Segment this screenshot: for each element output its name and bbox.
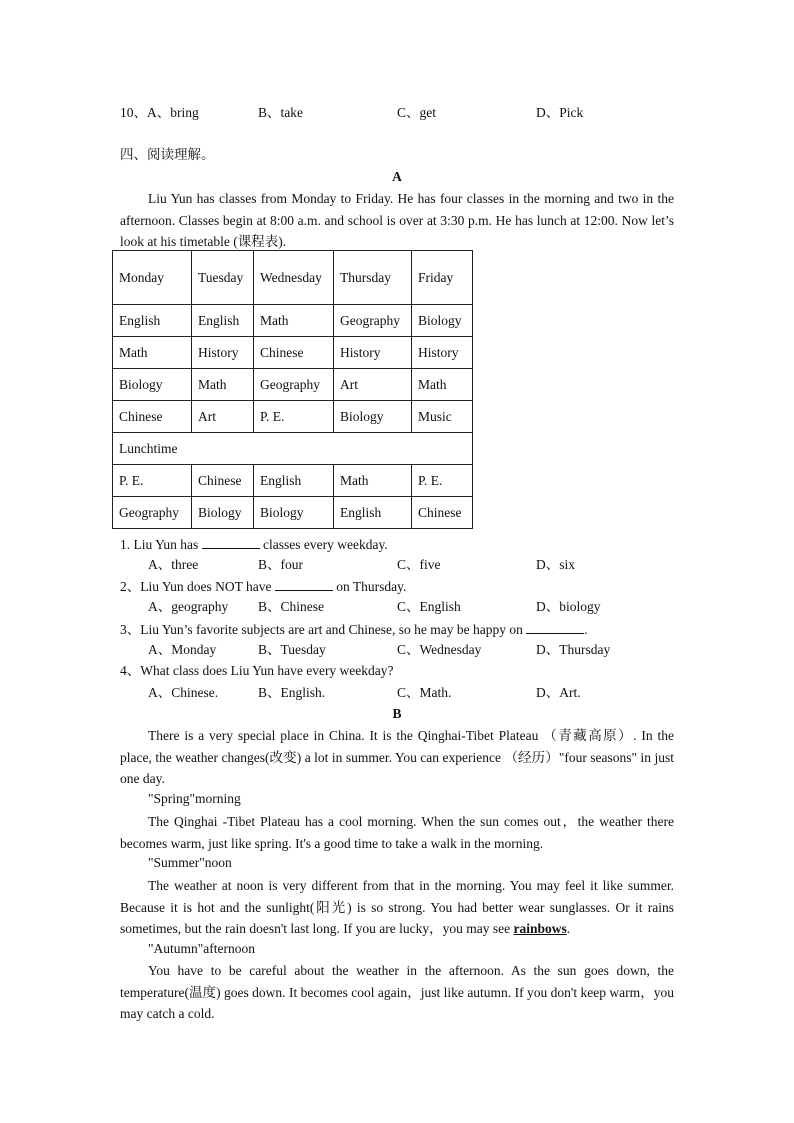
subheading-spring: "Spring"morning xyxy=(148,791,241,806)
passage-b-paragraph-4: You have to be careful about the weather in the afternoon. As the sun goes down, the temperature(温度) goes down. It becomes cool again，just like autumn. If you don't keep warm，you may catch a cold. xyxy=(120,963,674,1021)
table-cell: P. E. xyxy=(254,401,334,433)
section-title: 四、阅读理解。 xyxy=(120,147,215,162)
table-row xyxy=(113,465,473,497)
table-cell: Math xyxy=(192,369,254,401)
passage-b-paragraph-1: There is a very special place in China. It is the Qinghai-Tibet Plateau （青藏高原）. In the place, the weather changes(改变) a lot in summer. You can experience （经历）"four seasons" in just one day. xyxy=(120,728,674,786)
question-text: 2、Liu Yun does NOT have xyxy=(120,579,275,594)
table-cell: English xyxy=(113,305,192,337)
header-cell: Friday xyxy=(412,251,473,305)
subheading-summer: "Summer"noon xyxy=(148,855,232,870)
question-10 xyxy=(120,104,199,122)
passage-b-paragraph-2: The Qinghai -Tibet Plateau has a cool morning. When the sun comes out，the weather there becomes warm, just like spring. It's a good time to take a walk in the morning. xyxy=(120,814,674,851)
lunch-row xyxy=(113,433,473,465)
question-text: classes every weekday. xyxy=(259,537,388,552)
header-cell: Monday xyxy=(113,251,192,305)
table-cell: Music xyxy=(412,401,473,433)
question-text: on Thursday. xyxy=(332,579,407,594)
answer-blank xyxy=(202,535,260,549)
option-a: A、bring xyxy=(147,105,199,120)
table-cell: History xyxy=(192,337,254,369)
option-c: C、English xyxy=(397,599,461,614)
table-cell: Geography xyxy=(334,305,412,337)
option-c: C、get xyxy=(397,105,436,120)
passage-b-paragraph-3 xyxy=(120,875,674,940)
option-b: B、take xyxy=(258,105,303,120)
table-cell: Biology xyxy=(113,369,192,401)
answer-blank xyxy=(526,620,584,634)
option-d: D、six xyxy=(536,557,576,572)
table-cell: P. E. xyxy=(113,465,192,497)
table-cell: Geography xyxy=(254,369,334,401)
option-a: A、Chinese. xyxy=(148,685,219,700)
table-cell: Art xyxy=(192,401,254,433)
table-cell: Chinese xyxy=(254,337,334,369)
table-cell: Math xyxy=(113,337,192,369)
passage-b-label: B xyxy=(392,706,402,721)
table-cell: Biology xyxy=(412,305,473,337)
option-c: C、five xyxy=(397,557,441,572)
timetable xyxy=(112,250,473,529)
table-cell: History xyxy=(412,337,473,369)
lunch-cell: Lunchtime xyxy=(113,433,473,465)
answer-blank xyxy=(275,577,333,591)
table-cell: Math xyxy=(254,305,334,337)
header-cell: Thursday xyxy=(334,251,412,305)
table-row xyxy=(113,337,473,369)
table-cell: Biology xyxy=(334,401,412,433)
question-text: 1. Liu Yun has xyxy=(120,537,202,552)
option-a: A、geography xyxy=(148,599,229,614)
option-d: D、Thursday xyxy=(536,642,611,657)
table-row xyxy=(113,305,473,337)
table-cell: English xyxy=(254,465,334,497)
table-cell: Chinese xyxy=(113,401,192,433)
question-4 xyxy=(120,662,394,680)
table-cell: Art xyxy=(334,369,412,401)
table-cell: English xyxy=(334,497,412,529)
question-2 xyxy=(120,577,406,596)
table-cell: Biology xyxy=(254,497,334,529)
table-cell: History xyxy=(334,337,412,369)
table-cell: Chinese xyxy=(412,497,473,529)
question-number: 10、 xyxy=(120,105,147,120)
underlined-word: rainbows xyxy=(513,921,567,936)
table-row xyxy=(113,369,473,401)
table-cell: Math xyxy=(334,465,412,497)
option-c: C、Math. xyxy=(397,685,452,700)
question-3 xyxy=(120,620,588,639)
table-row xyxy=(113,401,473,433)
option-d: D、Pick xyxy=(536,105,584,120)
paragraph-text: . xyxy=(566,921,571,936)
question-1 xyxy=(120,535,388,554)
option-c: C、Wednesday xyxy=(397,642,482,657)
table-cell: Chinese xyxy=(192,465,254,497)
passage-a-paragraph: Liu Yun has classes from Monday to Friday. He has four classes in the morning and two in the afternoon. Classes begin at 8:00 a.m. and school is over at 3:30 p.m. He has lunch at 12:00. Now let’s look at his timetable (课程表). xyxy=(120,191,674,249)
table-cell: Math xyxy=(412,369,473,401)
table-cell: P. E. xyxy=(412,465,473,497)
option-b: B、Chinese xyxy=(258,599,324,614)
passage-a-label: A xyxy=(392,169,402,184)
option-b: B、Tuesday xyxy=(258,642,326,657)
option-d: D、Art. xyxy=(536,685,581,700)
table-cell: Biology xyxy=(192,497,254,529)
option-a: A、Monday xyxy=(148,642,217,657)
question-text: 4、What class does Liu Yun have every weekday? xyxy=(120,663,394,678)
option-d: D、biology xyxy=(536,599,601,614)
option-b: B、English. xyxy=(258,685,326,700)
subheading-autumn: "Autumn"afternoon xyxy=(148,941,255,956)
table-row xyxy=(113,497,473,529)
timetable-header-row xyxy=(113,251,473,305)
table-cell: Geography xyxy=(113,497,192,529)
question-text: 3、Liu Yun’s favorite subjects are art and Chinese, so he may be happy on xyxy=(120,622,527,637)
question-text: . xyxy=(584,622,588,637)
header-cell: Wednesday xyxy=(254,251,334,305)
option-a: A、three xyxy=(148,557,199,572)
paragraph-text: The weather at noon is very different from that in the morning. You may feel it like summer. Because it is hot and the sunlight(阳光) is so strong. You had better wear sunglasses. Or it rains sometimes, but the rain doesn't last long. If you are lucky，you may see xyxy=(120,878,674,936)
table-cell: English xyxy=(192,305,254,337)
option-b: B、four xyxy=(258,557,303,572)
header-cell: Tuesday xyxy=(192,251,254,305)
